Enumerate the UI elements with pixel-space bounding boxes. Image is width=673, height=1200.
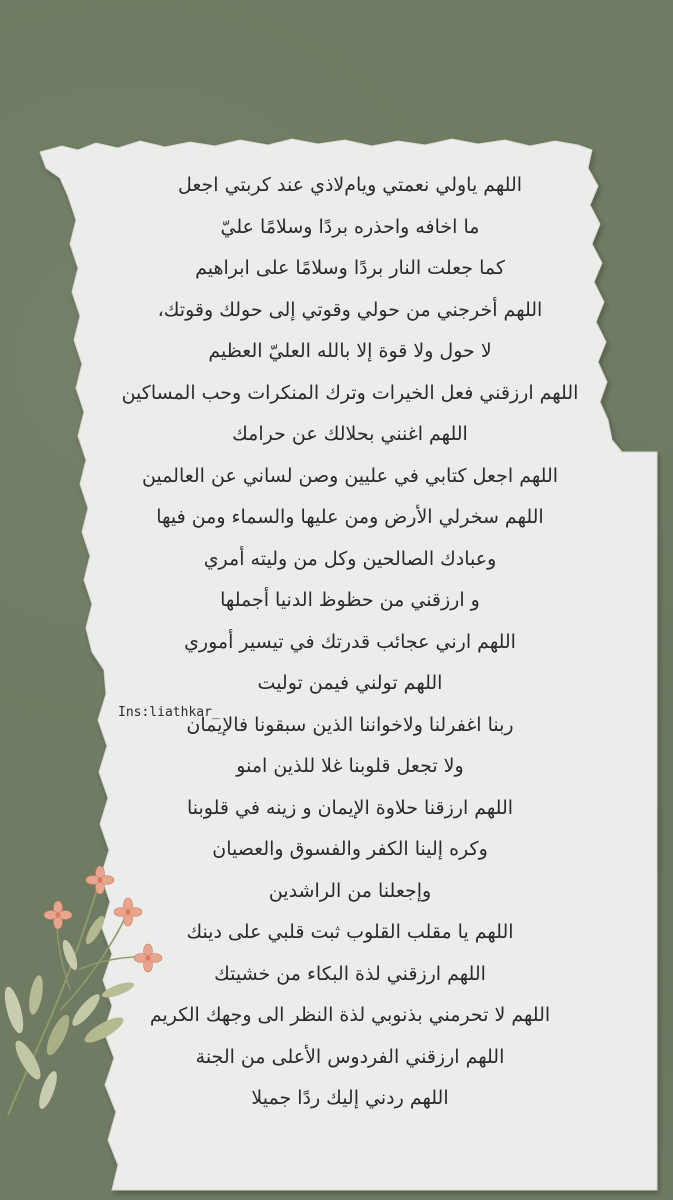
dua-line: اللهم ردني إليك ردًا جميلا — [251, 1087, 449, 1109]
dua-line: اللهم اغنني بحلالك عن حرامك — [232, 423, 468, 445]
dua-line: اللهم اجعل كتابي في عليين وصن لساني عن العالمين — [141, 464, 559, 487]
dua-line: اللهم ارزقني فعل الخيرات وترك المنكرات وحب المساكين — [121, 381, 579, 404]
dua-line: وكره إلينا الكفر والفسوق والعصيان — [212, 838, 488, 860]
dua-line: ما اخافه واحذره بردًا وسلامًا عليّ — [220, 215, 480, 238]
dua-line: اللهم ارزقني لذة البكاء من خشيتك — [214, 962, 486, 985]
dua-line: اللهم ارني عجائب قدرتك في تيسير أموري — [184, 630, 516, 653]
dua-line: اللهم سخرلي الأرض ومن عليها والسماء ومن فيها — [156, 506, 544, 528]
dua-line: و ارزقني من حظوظ الدنيا أجملها — [220, 589, 480, 611]
dua-line: اللهم ارزقني الفردوس الأعلى من الجنة — [195, 1045, 505, 1068]
dua-line: وعبادك الصالحين وكل من وليته أمري — [203, 547, 497, 570]
flower-branch-illustration — [0, 860, 190, 1130]
dua-line: اللهم تولني فيمن توليت — [257, 672, 443, 694]
dua-line: اللهم لا تحرمني بذنوبي لذة النظر الى وجهك الكريم — [149, 1004, 551, 1026]
dua-line: اللهم ياولي نعمتي ويامﻻذي عند كربتي اجعل — [177, 174, 523, 196]
instagram-watermark: Ins:liathkar_ — [118, 705, 220, 720]
dua-line: لا حول ولا قوة إلا بالله العليّ العظيم — [208, 340, 492, 362]
dua-line: اللهم ارزقنا حلاوة الإيمان و زينه في قلوبنا — [186, 796, 514, 819]
dua-line: اللهم يا مقلب القلوب ثبت قلبي على دينك — [186, 921, 514, 943]
dua-line: ربنا اغفرلنا ولاخواننا الذين سبقونا فالإيمان — [186, 713, 514, 736]
dua-line: ولا تجعل قلوبنا غلا للذين امنو — [236, 755, 464, 777]
dua-line: وإجعلنا من الراشدين — [268, 879, 432, 902]
dua-line: كما جعلت النار بردًا وسلامًا على ابراهيم — [195, 257, 505, 279]
dua-line: اللهم أخرجني من حولي وقوتي إلى حولك وقوتك، — [157, 298, 543, 321]
